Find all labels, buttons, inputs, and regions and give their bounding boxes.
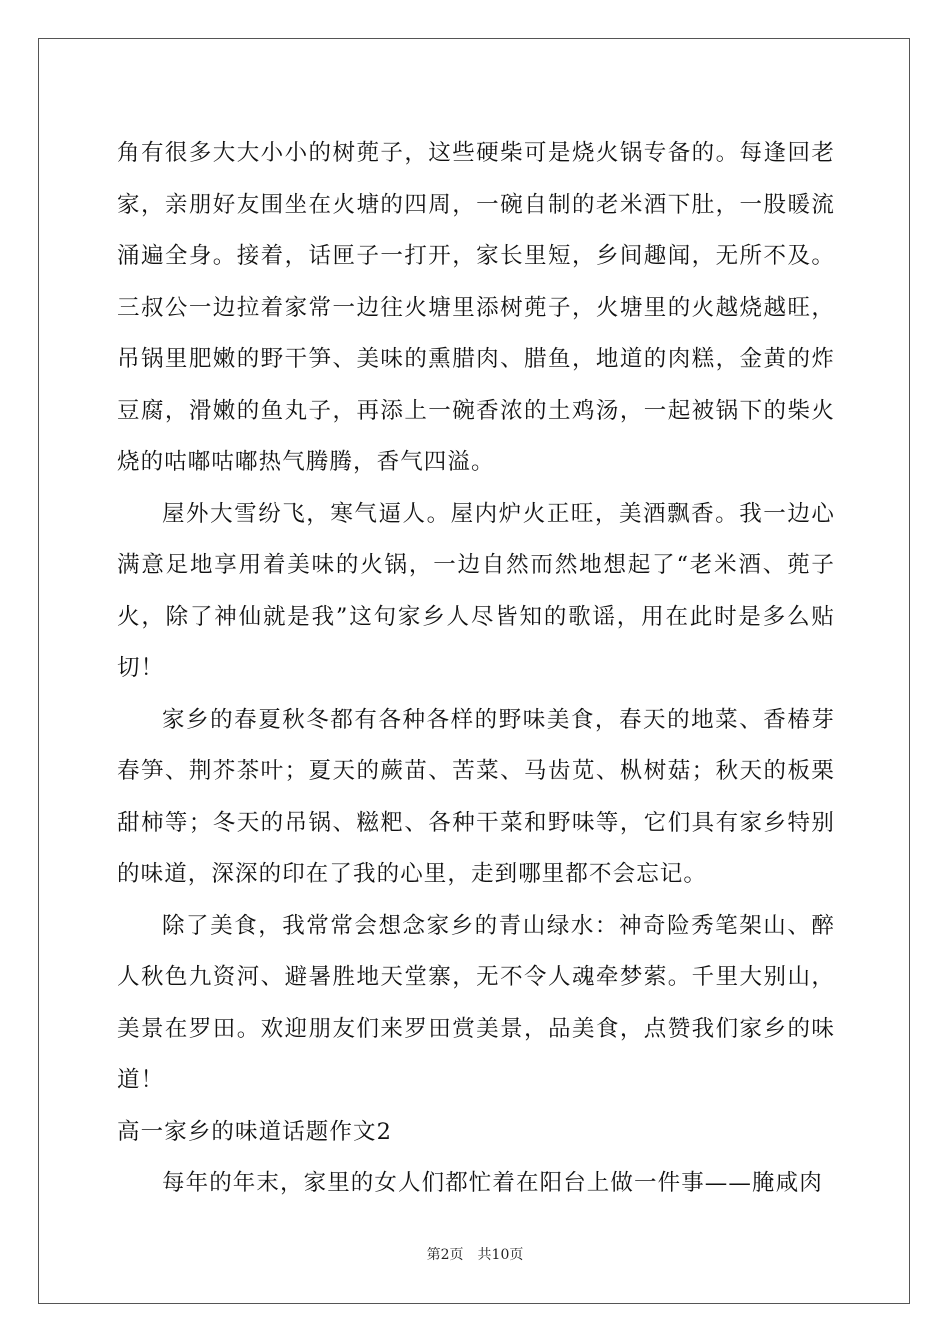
page-total: 共10页 bbox=[477, 1247, 524, 1263]
paragraph-2: 屋外大雪纷飞，寒气逼人。屋内炉火正旺，美酒飘香。我一边心满意足地享用着美味的火锅，一边自然而然地想起了“老米酒、蔸子火，除了神仙就是我”这句家乡人尽皆知的歌谣，用在此时是多么贴切！ bbox=[117, 500, 835, 681]
paragraph-1: 角有很多大大小小的树蔸子，这些硬柴可是烧火锅专备的。每逢回老家，亲朋好友围坐在火塘的四周，一碗自制的老米酒下肚，一股暖流涌遍全身。接着，话匣子一打开，家长里短，乡间趣闻，无所不及。三叔公一边拉着家常一边往火塘里添树蔸子，火塘里的火越烧越旺，吊锅里肥嫩的野干笋、美味的熏腊肉、腊鱼，地道的肉糕，金黄的炸豆腐，滑嫩的鱼丸子，再添上一碗香浓的土鸡汤，一起被锅下的柴火烧的咕嘟咕嘟热气腾腾，香气四溢。 bbox=[117, 140, 835, 475]
section-heading: 高一家乡的味道话题作文2 bbox=[117, 1118, 393, 1145]
page-footer bbox=[0, 1244, 950, 1264]
paragraph-5: 每年的年末，家里的女人们都忙着在阳台上做一件事——腌咸肉 bbox=[162, 1170, 823, 1196]
document-body bbox=[117, 128, 835, 1210]
page-number: 第2页 bbox=[426, 1247, 464, 1263]
paragraph-4: 除了美食，我常常会想念家乡的青山绿水：神奇险秀笔架山、醉人秋色九资河、避暑胜地天堂寨，无不令人魂牵梦萦。千里大别山，美景在罗田。欢迎朋友们来罗田赏美景，品美食，点赞我们家乡的味道！ bbox=[117, 912, 835, 1093]
paragraph-3: 家乡的春夏秋冬都有各种各样的野味美食，春天的地菜、香椿芽春笋、荆芥茶叶；夏天的蕨苗、苦菜、马齿苋、枞树菇；秋天的板栗甜柿等；冬天的吊锅、糍粑、各种干菜和野味等，它们具有家乡特别的味道，深深的印在了我的心里，走到哪里都不会忘记。 bbox=[117, 706, 835, 887]
